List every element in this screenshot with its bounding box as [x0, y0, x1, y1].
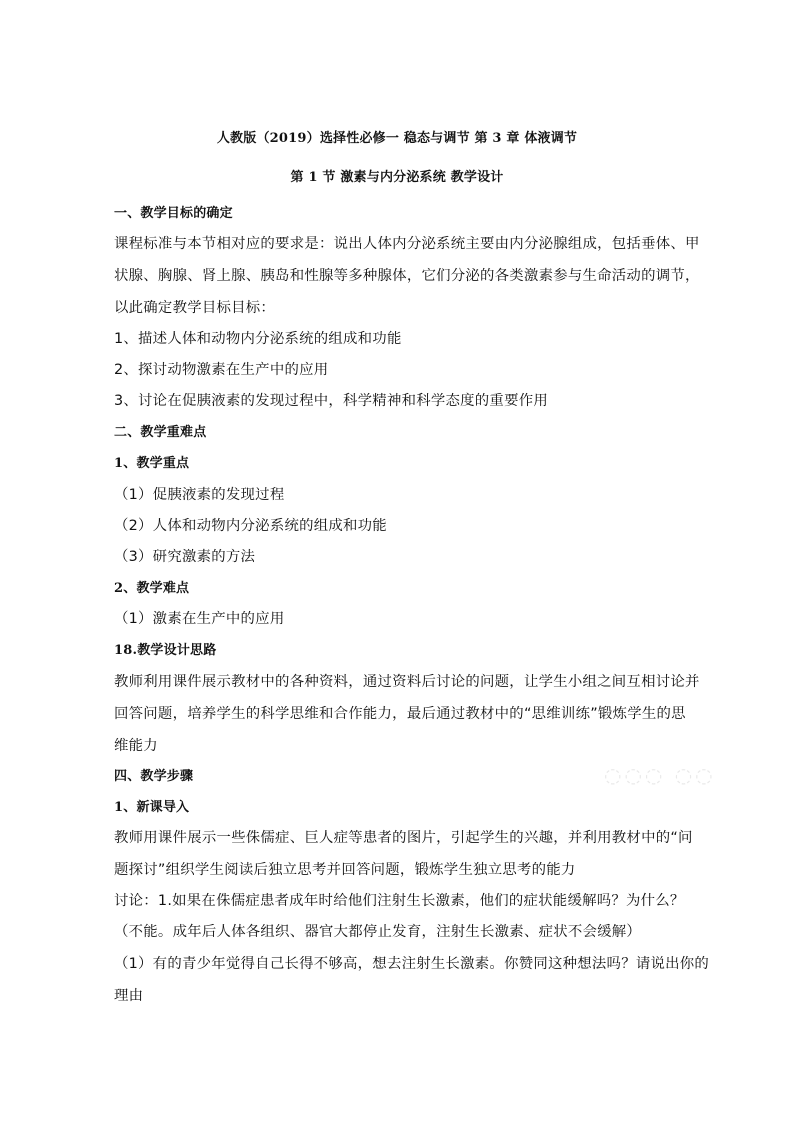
document-title: 人教版（2019）选择性必修一 稳态与调节 第 3 章 体液调节: [216, 131, 578, 146]
key-point-item-3: （3）研究激素的方法: [114, 549, 256, 565]
discussion-answer-1: （不能。成年后人体各组织、器官大都停止发育，注射生长激素、症状不会缓解）: [114, 924, 642, 940]
section-heading-key-points: 二、教学重难点: [114, 425, 207, 440]
design-paragraph-line-2: 回答问题，培养学生的科学思维和合作能力，最后通过教材中的“思维训练”锻炼学生的思: [114, 706, 686, 722]
discussion-question-1: 讨论：1.如果在侏儒症患者成年时给他们注射生长激素，他们的症状能缓解吗？为什么？: [114, 893, 685, 909]
design-paragraph-line-3: 维能力: [114, 738, 158, 754]
intro-paragraph-line-1: 教师用课件展示一些侏儒症、巨人症等患者的图片，引起学生的兴趣，并利用教材中的“问: [114, 830, 693, 846]
objective-item-3: 3、讨论在促胰液素的发现过程中，科学精神和科学态度的重要作用: [114, 393, 548, 409]
section-heading-design-idea: 18.教学设计思路: [114, 643, 217, 658]
lesson-title: 第 1 节 激素与内分泌系统 教学设计: [290, 170, 504, 185]
watermark-icon: ◌◌◌ ◌◌: [604, 763, 716, 787]
question-1-line-2: 理由: [114, 988, 144, 1004]
objective-item-1: 1、描述人体和动物内分泌系统的组成和功能: [114, 331, 402, 347]
key-point-item-1: （1）促胰液素的发现过程: [114, 487, 285, 503]
objectives-paragraph-line-1: 课程标准与本节相对应的要求是：说出人体内分泌系统主要由内分泌腺组成，包括垂体、甲: [114, 236, 700, 252]
difficulty-item-1: （1）激素在生产中的应用: [114, 611, 285, 627]
question-1-line-1: （1）有的青少年觉得自己长得不够高，想去注射生长激素。你赞同这种想法吗？请说出你的: [114, 956, 710, 972]
section-heading-objectives: 一、教学目标的确定: [114, 206, 233, 221]
intro-paragraph-line-2: 题探讨”组织学生阅读后独立思考并回答问题，锻炼学生独立思考的能力: [114, 862, 576, 878]
design-paragraph-line-1: 教师利用课件展示教材中的各种资料，通过资料后讨论的问题，让学生小组之间互相讨论并: [114, 674, 700, 690]
key-point-item-2: （2）人体和动物内分泌系统的组成和功能: [114, 518, 387, 534]
subheading-intro: 1、新课导入: [114, 800, 190, 815]
objective-item-2: 2、探讨动物激素在生产中的应用: [114, 362, 329, 378]
subheading-difficulties: 2、教学难点: [114, 581, 190, 596]
objectives-paragraph-line-3: 以此确定教学目标目标：: [114, 300, 276, 316]
section-heading-steps: 四、教学步骤: [114, 769, 194, 784]
objectives-paragraph-line-2: 状腺、胸腺、肾上腺、胰岛和性腺等多种腺体，它们分泌的各类激素参与生命活动的调节，: [114, 268, 700, 284]
subheading-key-points: 1、教学重点: [114, 456, 190, 471]
